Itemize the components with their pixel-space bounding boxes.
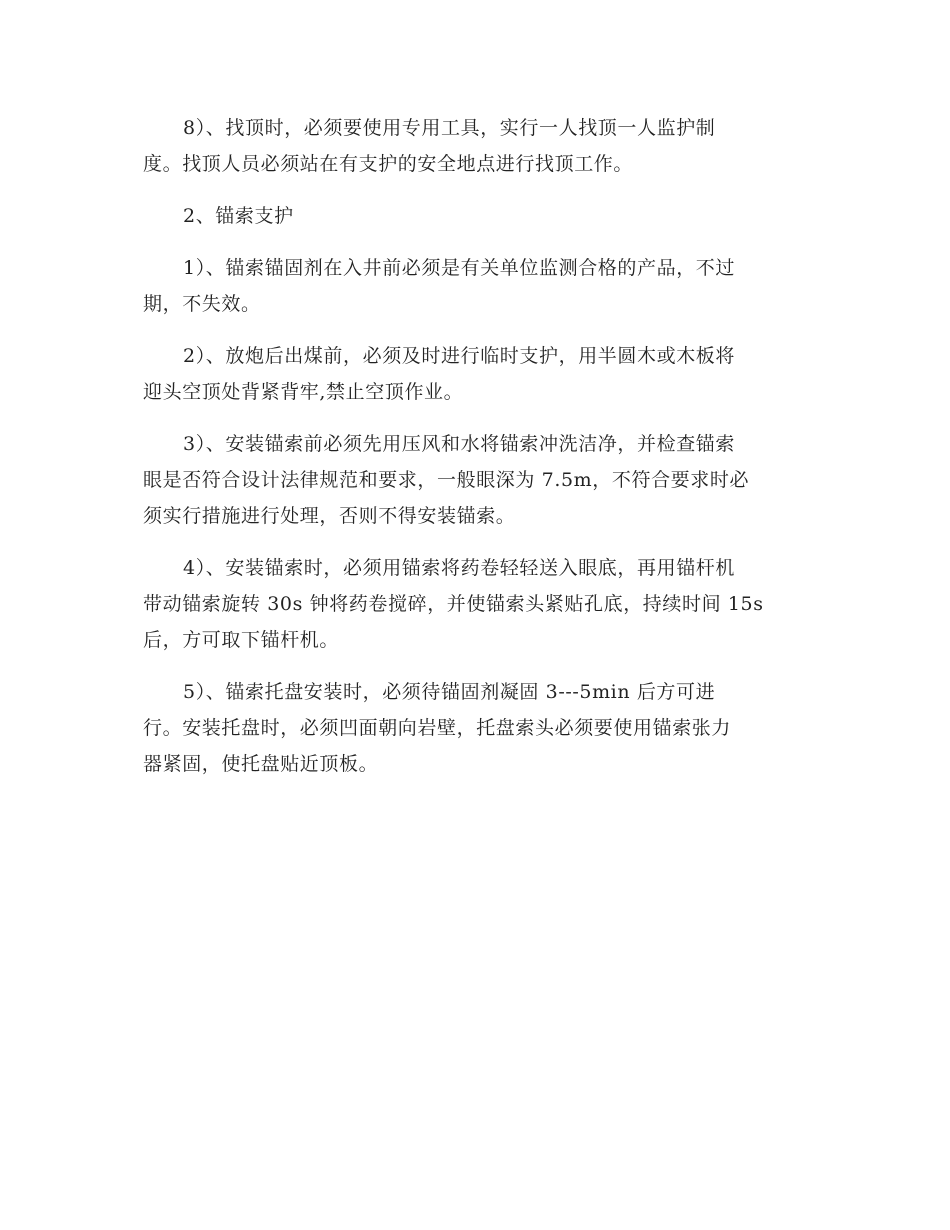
text-line: 器紧固，使托盘贴近顶板。 [143, 753, 379, 775]
text-line: 迎头空顶处背紧背牢,禁止空顶作业。 [143, 381, 464, 403]
text-line: 度。找顶人员必须站在有支护的安全地点进行找顶工作。 [143, 153, 634, 175]
text-line: 带动锚索旋转 30s 钟将药卷搅碎，并使锚索头紧贴孔底，持续时间 15s [143, 593, 764, 615]
text-line: 眼是否符合设计法律规范和要求，一般眼深为 7.5m，不符合要求时必 [143, 469, 750, 491]
text-line: 2、锚索支护 [183, 205, 294, 227]
text-line: 2）、放炮后出煤前，必须及时进行临时支护，用半圆木或木板将 [183, 345, 735, 367]
text-line: 行。安装托盘时，必须凹面朝向岩壁，托盘索头必须要使用锚索张力 [143, 717, 732, 739]
paragraph-anchor-agent [143, 250, 805, 322]
text-line: 须实行措施进行处理，否则不得安装锚索。 [143, 505, 516, 527]
text-line: 5）、锚索托盘安装时，必须待锚固剂凝固 3---5min 后方可进 [183, 681, 716, 703]
paragraph-hole-cleaning [143, 426, 805, 534]
text-line: 4）、安装锚索时，必须用锚索将药卷轻轻送入眼底，再用锚杆机 [183, 557, 735, 579]
text-line: 8）、找顶时，必须要使用专用工具，实行一人找顶一人监护制 [183, 117, 716, 139]
paragraph-anchor-install [143, 550, 805, 658]
document-page [143, 110, 805, 798]
text-line: 1）、锚索锚固剂在入井前必须是有关单位监测合格的产品，不过 [183, 257, 735, 279]
paragraph-temporary-support [143, 338, 805, 410]
text-line: 3）、安装锚索前必须先用压风和水将锚索冲洗洁净，并检查锚索 [183, 433, 735, 455]
text-line: 期，不失效。 [143, 293, 261, 315]
text-line: 后，方可取下锚杆机。 [143, 629, 340, 651]
paragraph-tray-install [143, 674, 805, 782]
paragraph-roof-check [143, 110, 805, 182]
section-heading-anchor-support [143, 198, 805, 234]
